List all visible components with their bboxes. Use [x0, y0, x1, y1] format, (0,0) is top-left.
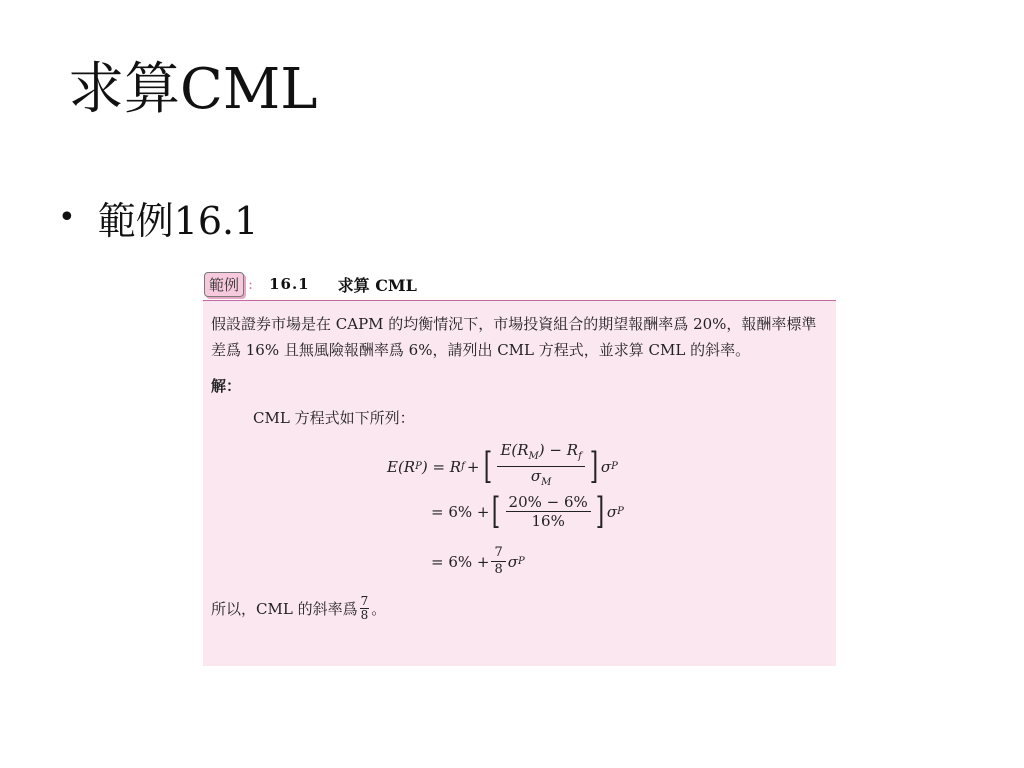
eq1-numerator	[497, 441, 584, 467]
eq1-num-a: E(R	[500, 441, 529, 459]
eq1-plus: +	[466, 457, 480, 476]
bullet-text: 範例16.1	[97, 199, 259, 243]
equation-line-1	[387, 441, 618, 492]
example-title: 求算 CML	[337, 275, 417, 295]
cml-equation-block	[211, 437, 828, 587]
equation-line-2	[431, 490, 624, 532]
eq1-lhs: E(R	[387, 457, 416, 476]
eq2-denominator: 16%	[531, 512, 565, 530]
bullet-item	[58, 190, 258, 245]
eq3-numerator: 7	[491, 545, 505, 562]
example-figure	[203, 268, 836, 666]
eq1-num-sub2: f	[578, 451, 582, 462]
eq3-sigma-sub: P	[518, 555, 525, 567]
conclusion-numerator: 7	[360, 594, 369, 608]
eq3-denominator: 8	[494, 562, 503, 577]
eq1-rf-sub: f	[461, 460, 465, 472]
eq1-num-b: ) − R	[538, 441, 579, 459]
example-header	[203, 268, 836, 301]
conclusion-fraction	[360, 595, 370, 622]
eq1-sigma-sub: P	[611, 460, 618, 472]
eq1-eq: ) = R	[421, 457, 462, 476]
eq3-sigma: σ	[507, 552, 519, 571]
slide-title: 求算CML	[68, 57, 318, 122]
badge-colon: :	[248, 275, 254, 293]
eq1-den: σ	[530, 467, 542, 485]
eq1-sigma: σ	[600, 457, 612, 476]
eq3-prefix: = 6% +	[431, 552, 490, 571]
example-number: 16.1	[269, 275, 310, 293]
conclusion-text: 所以，CML 的斜率爲	[211, 599, 358, 618]
eq3-fraction	[491, 545, 505, 578]
bullet-dot-icon: •	[58, 200, 76, 235]
eq2-bracket-right: ]	[595, 490, 605, 532]
example-body	[203, 301, 836, 666]
equation-line-3	[431, 545, 525, 578]
conclusion-end: 。	[371, 599, 387, 618]
eq1-lhs-sub: P	[415, 460, 422, 472]
conclusion-denominator: 8	[360, 608, 369, 622]
solution-intro: CML 方程式如下所列：	[253, 409, 415, 427]
eq1-bracket-right: ]	[589, 445, 599, 487]
example-badge: 範例	[204, 272, 244, 297]
eq1-denominator	[528, 467, 555, 492]
eq1-num-sub: M	[528, 451, 539, 462]
eq1-fraction	[497, 441, 584, 492]
eq2-bracket-left: [	[492, 490, 501, 532]
solution-label: 解：	[211, 377, 242, 395]
eq2-numerator: 20% − 6%	[506, 493, 591, 512]
eq2-fraction	[506, 493, 591, 530]
eq2-sigma: σ	[606, 502, 618, 521]
eq1-bracket-left: [	[484, 445, 493, 487]
eq2-sigma-sub: P	[617, 505, 624, 517]
eq1-den-sub: M	[541, 477, 552, 488]
problem-text: 假設證券市場是在 CAPM 的均衡情況下，市場投資組合的期望報酬率爲 20%，報酬率標準差爲 16% 且無風險報酬率爲 6%，請列出 CML 方程式，並求算 CML 的斜率。	[211, 315, 817, 359]
conclusion-line	[211, 595, 828, 622]
eq2-prefix: = 6% +	[431, 502, 490, 521]
